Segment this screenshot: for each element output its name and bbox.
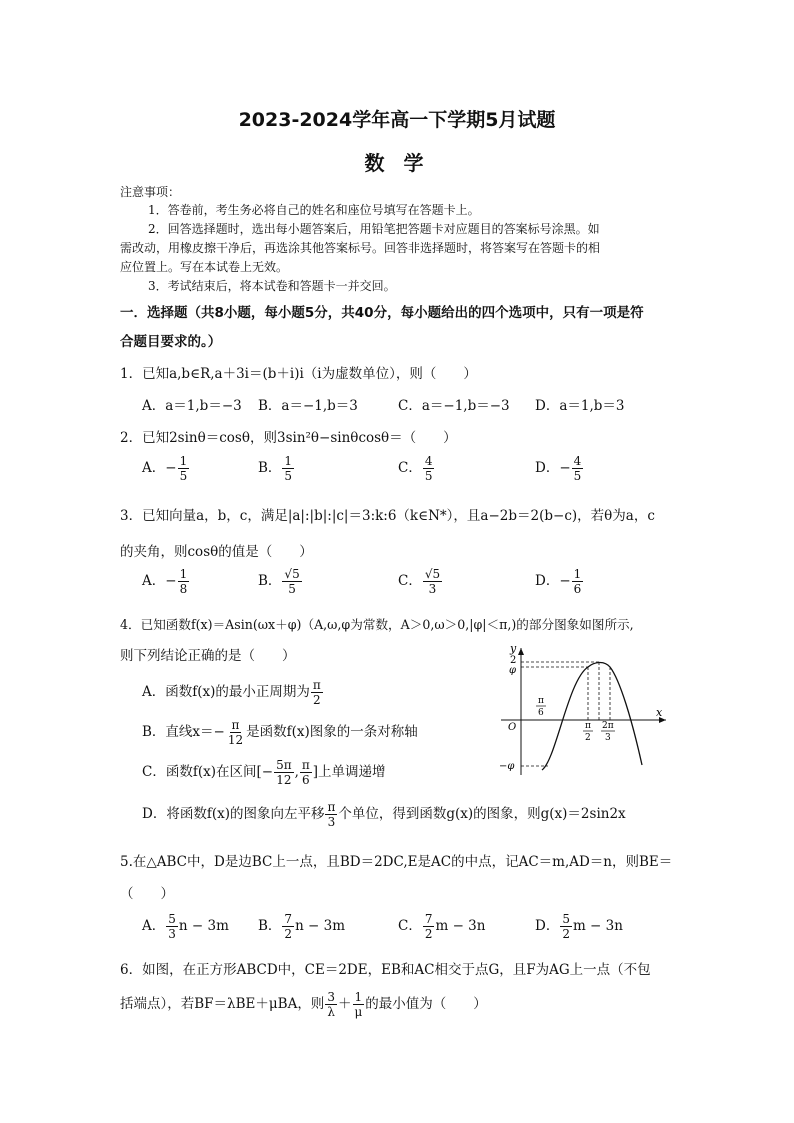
x-axis-label: x	[656, 706, 663, 719]
q6-stem-1: 6．如图，在正方形ABCD中，CE＝2DE，EB和AC相交于点G，且F为AG上一点（不包	[120, 962, 651, 978]
notice-line-2a: 2．回答选择题时，选出每小题答案后，用铅笔把答题卡对应题目的答案标号涂黑。如	[148, 222, 600, 236]
q5-stem-1: 5.在△ABC中，D是边BC上一点，且BD＝2DC,E是AC的中点，记AC＝m,AD＝n，则BE＝	[120, 854, 673, 870]
notice-heading: 注意事项：	[120, 185, 181, 199]
y-axis-arrow-icon	[518, 648, 524, 655]
notice-line-3: 3．考试结束后，将本试卷和答题卡一并交回。	[148, 279, 396, 293]
label-pi2-num: π	[585, 721, 591, 731]
q5-stem-2: （ ）	[120, 886, 174, 902]
q3-option-a: A．− $\frac{1}{8}$	[142, 567, 188, 596]
function-curve	[542, 662, 642, 770]
q1-option-a: A．a＝1,b＝−3	[142, 398, 242, 414]
q3-option-b: B． $\frac{√5}{5}$	[258, 567, 300, 596]
q2-option-a: A．− $\frac{1}{5}$	[142, 454, 188, 483]
label-phi: φ	[509, 665, 517, 676]
q4-graph	[496, 640, 676, 780]
subject-title: 数 学	[364, 151, 430, 175]
q2-option-b: B． $\frac{1}{5}$	[258, 454, 293, 483]
q6-stem-2: 括端点），若BF＝λBE＋μBA，则 $\frac{3}{\lambda}$ ＋ $\frac{1}{\mu}$ 的最小值为（ ）	[120, 990, 487, 1019]
q4-option-c: C．函数f(x)在区间[− $\frac{5\pi}{12}$ , $\frac{\pi}{6}$ ]上单调递增	[142, 758, 386, 787]
q2-option-d: D．− $\frac{4}{5}$	[535, 454, 582, 483]
q4-stem-1: 4．已知函数f(x)＝Asin(ωx＋φ)（A,ω,φ为常数，A＞0,ω＞0,|φ|＜π,)的部分图象如图所示,	[120, 617, 634, 632]
origin-label: O	[508, 722, 517, 733]
section-1-heading: 一．选择题（共8小题，每小题5分，共40分，每小题给出的四个选项中，只有一项是符	[120, 305, 644, 321]
q3-stem-1: 3．已知向量a，b，c，满足|a|:|b|:|c|＝3:k:6（k∈N*），且a−2b＝2(b−c)，若θ为a，c	[120, 508, 655, 524]
q4-option-a: A．函数f(x)的最小正周期为 $\frac{\pi}{2}$	[142, 678, 321, 707]
notice-line-2b: 需改动，用橡皮擦干净后，再选涂其他答案标号。回答非选择题时，将答案写在答题卡的相	[120, 241, 601, 255]
label-pi2-den: 2	[585, 733, 591, 743]
q4-option-d: D．将函数f(x)的图象向左平移 $\frac{\pi}{3}$ 个单位，得到函数g(x)的图象，则g(x)＝2sin2x	[142, 800, 626, 829]
label-2pi3-den: 3	[605, 733, 611, 743]
q5-option-c: C． $\frac{7}{2}$ m − 3n	[398, 912, 486, 941]
label-pi6-den: 6	[538, 708, 544, 718]
label-2pi3-num: 2π	[602, 721, 614, 731]
q1-stem: 1．已知a,b∈R,a＋3i＝(b＋i)i（i为虚数单位），则（ ）	[120, 366, 477, 382]
notice-line-1: 1．答卷前，考生务必将自己的姓名和座位号填写在答题卡上。	[148, 203, 480, 217]
section-1-heading-cont: 合题目要求的。）	[120, 334, 222, 350]
q2-stem: 2．已知2sinθ＝cosθ，则3sin²θ−sinθcosθ＝（ ）	[120, 430, 457, 446]
label-pi6-num: π	[538, 696, 544, 706]
q4-stem-2: 则下列结论正确的是（ ）	[120, 648, 296, 664]
notice-line-2c: 应位置上。写在本试卷上无效。	[120, 260, 289, 274]
q5-option-a: A． $\frac{5}{3}$ n − 3m	[142, 912, 229, 941]
q2-option-c: C． $\frac{4}{5}$	[398, 454, 433, 483]
label-2: 2	[510, 655, 517, 666]
q3-option-c: C． $\frac{√5}{3}$	[398, 567, 441, 596]
q3-stem-2: 的夹角，则cosθ的值是（ ）	[120, 544, 313, 560]
q5-option-b: B． $\frac{7}{2}$ n − 3m	[258, 912, 346, 941]
q5-option-d: D． $\frac{5}{2}$ m − 3n	[535, 912, 623, 941]
q3-option-d: D．− $\frac{1}{6}$	[535, 567, 582, 596]
page-title: 2023-2024学年高一下学期5月试题	[238, 109, 556, 131]
q1-option-c: C．a＝−1,b＝−3	[398, 398, 510, 414]
q1-option-b: B．a＝−1,b＝3	[258, 398, 358, 414]
q1-option-d: D．a＝1,b＝3	[535, 398, 625, 414]
label-neg-phi: −φ	[499, 761, 515, 772]
y-axis-label: y	[510, 642, 517, 655]
q4-option-b: B．直线x＝− $\frac{\pi}{12}$ 是函数f(x)图象的一条对称轴	[142, 718, 418, 747]
